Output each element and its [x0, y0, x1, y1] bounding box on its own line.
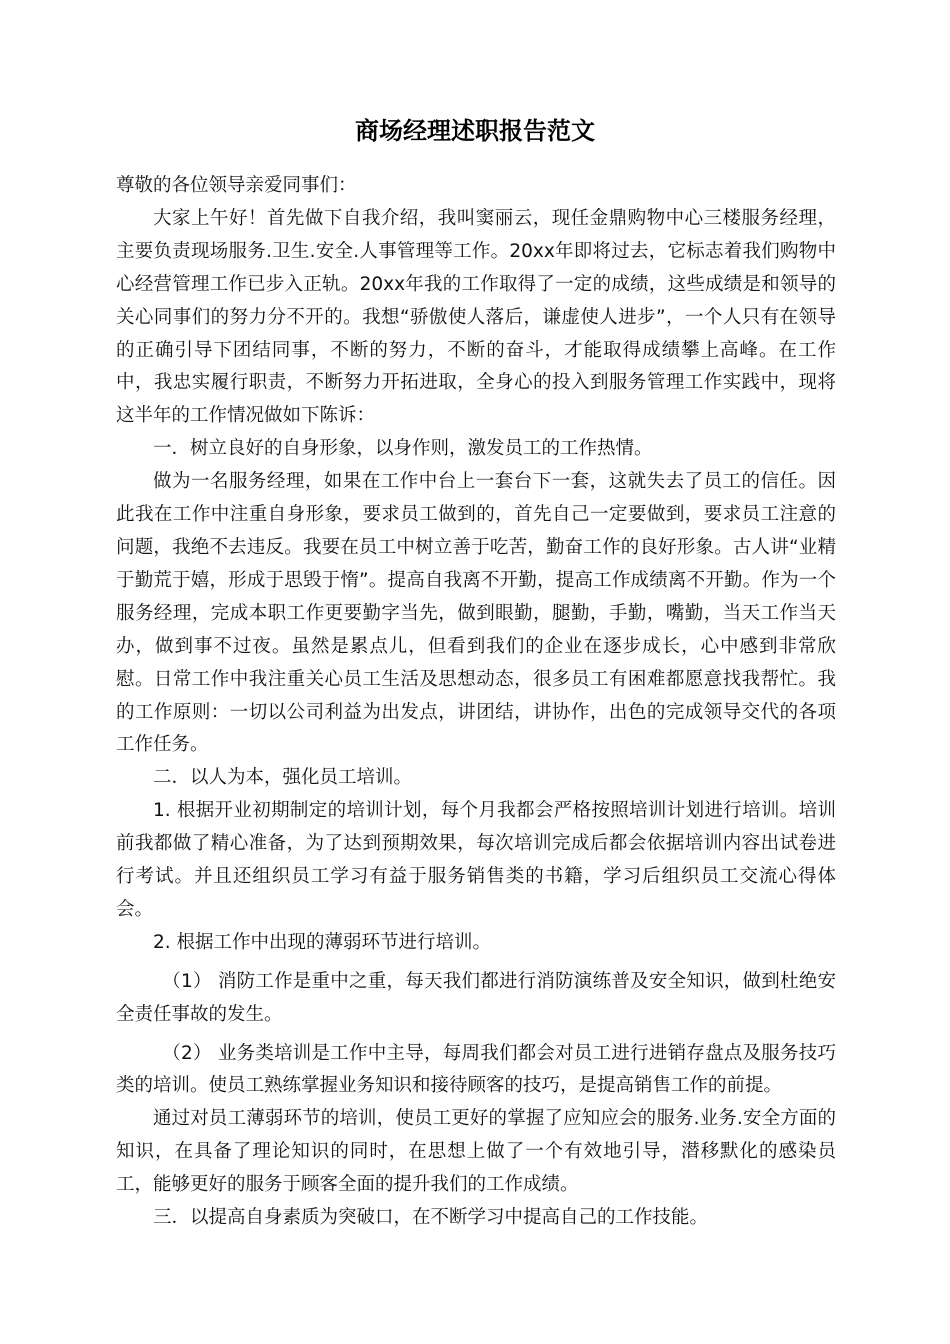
- document-title: 商场经理述职报告范文: [355, 117, 595, 145]
- training-subitem-1: （1） 消防工作是重中之重，每天我们都进行消防演练普及安全知识，做到杜绝安全责任事故的发生。: [116, 970, 836, 1025]
- salutation: 尊敬的各位领导亲爱同事们：: [116, 175, 357, 196]
- section-heading-1: 一．树立良好的自身形象，以身作则，激发员工的工作热情。: [153, 438, 653, 460]
- training-subitem-2: （2） 业务类培训是工作中主导，每周我们都会对员工进行进销存盘点及服务技巧类的培训。使员工熟练掌握业务知识和接待顾客的技巧，是提高销售工作的前提。: [116, 1042, 836, 1097]
- training-item-1: 1. 根据开业初期制定的培训计划，每个月我都会严格按照培训计划进行培训。培训前我都做了精心准备，为了达到预期效果，每次培训完成后都会依据培训内容出试卷进行考试。并且还组织员工学习有益于服务销售类的书籍，学习后组织员工交流心得体会。: [116, 800, 836, 920]
- document-body: [116, 170, 836, 1235]
- training-summary-paragraph: 通过对员工薄弱环节的培训，使员工更好的掌握了应知应会的服务.业务.安全方面的知识，在具备了理论知识的同时，在思想上做了一个有效地引导，潜移默化的感染员工，能够更好的服务于顾客全面的提升我们的工作成绩。: [116, 1108, 836, 1196]
- section-heading-3: 三．以提高自身素质为突破口，在不断学习中提高自己的工作技能。: [153, 1207, 709, 1229]
- section-1-paragraph: 做为一名服务经理，如果在工作中台上一套台下一套，这就失去了员工的信任。因此我在工作中注重自身形象，要求员工做到的，首先自己一定要做到，要求员工注意的问题，我绝不去违反。我要在员工中树立善于吃苦，勤奋工作的良好形象。古人讲“业精于勤荒于嬉，形成于思毁于惰”。提高自我离不开勤，提高工作成绩离不开勤。作为一个服务经理，完成本职工作更要勤字当先，做到眼勤，腿勤，手勤，嘴勤，当天工作当天办，做到事不过夜。虽然是累点儿，但看到我们的企业在逐步成长，心中感到非常欣慰。日常工作中我注重关心员工生活及思想动态，很多员工有困难都愿意找我帮忙。我的工作原则：一切以公司利益为出发点，讲团结，讲协作，出色的完成领导交代的各项工作任务。: [116, 471, 836, 756]
- training-item-2: 2. 根据工作中出现的薄弱环节进行培训。: [153, 931, 492, 953]
- intro-paragraph: 大家上午好！首先做下自我介绍，我叫窦丽云，现任金鼎购物中心三楼服务经理，主要负责现场服务.卫生.安全.人事管理等工作。20xx年即将过去，它标志着我们购物中心经营管理工作已步入正轨。20xx年我的工作取得了一定的成绩，这些成绩是和领导的关心同事们的努力分不开的。我想“骄傲使人落后，谦虚使人进步”，一个人只有在领导的正确引导下团结同事，不断的努力，不断的奋斗，才能取得成绩攀上高峰。在工作中，我忠实履行职责，不断努力开拓进取，全身心的投入到服务管理工作实践中，现将这半年的工作情况做如下陈诉：: [116, 207, 836, 427]
- section-heading-2: 二．以人为本，强化员工培训。: [153, 767, 413, 789]
